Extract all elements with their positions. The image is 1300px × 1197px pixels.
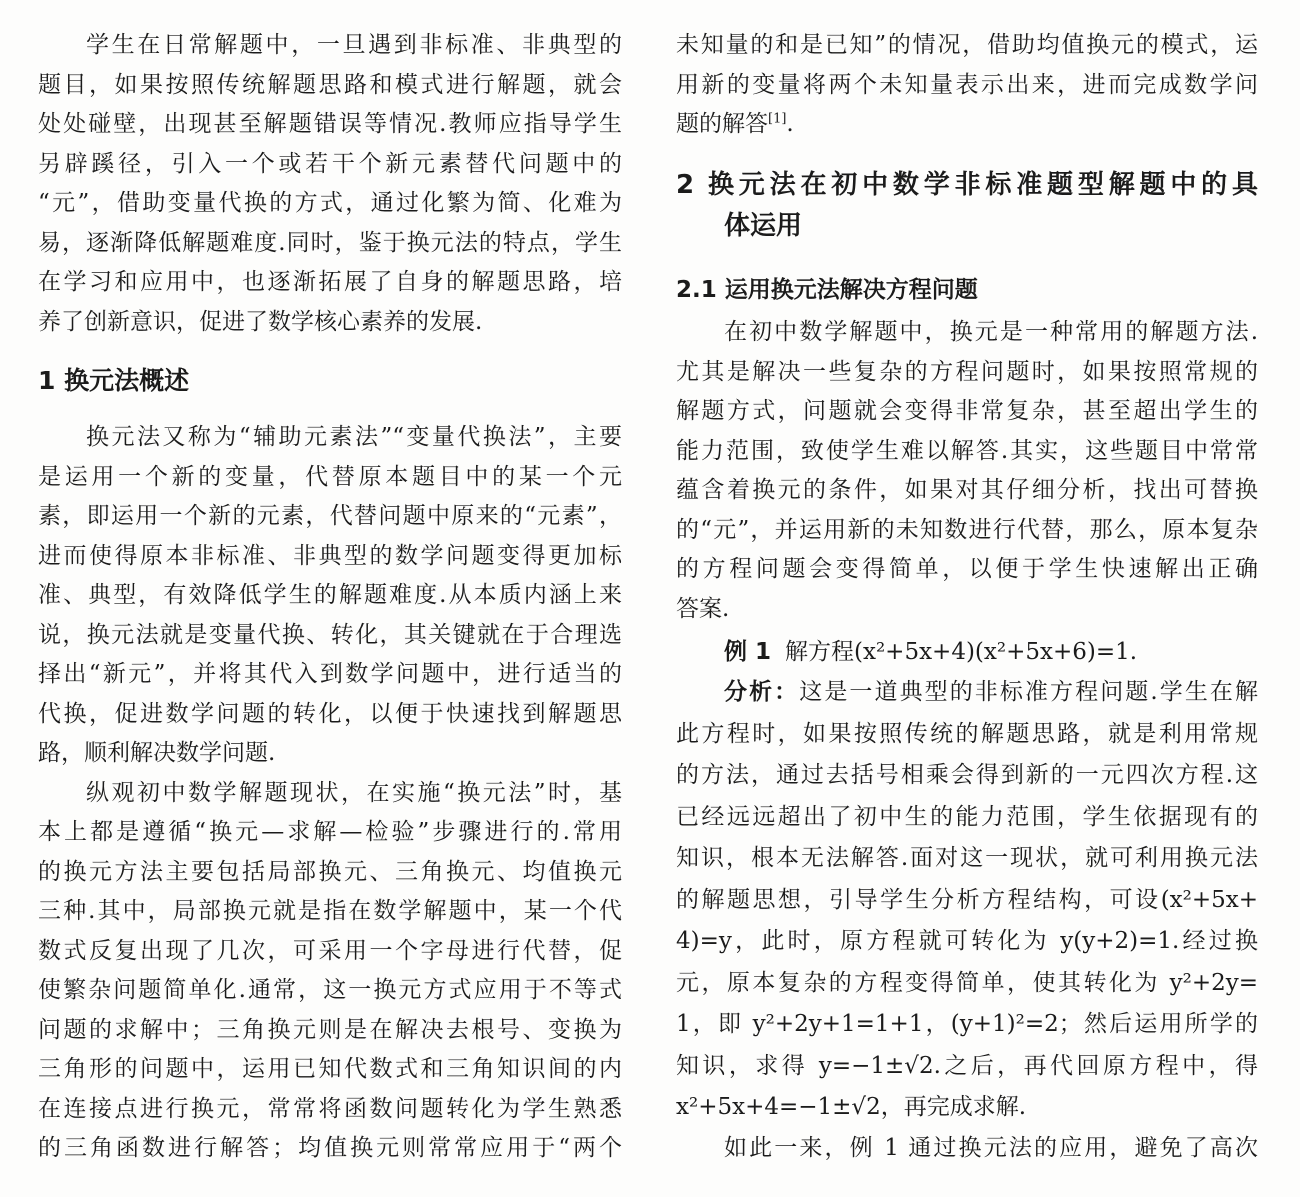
line-text: 数式反复出现了几次，可采用一个字母进行代替，促	[38, 937, 622, 964]
text-line	[676, 1129, 1258, 1169]
text-line	[676, 1004, 1258, 1046]
line-text: 的方法，通过去括号相乘会得到新的一元四次方程.这	[676, 762, 1258, 788]
line-text: 使繁杂问题简单化.通常，这一换元方式应用于不等式	[38, 977, 622, 1003]
line-text: 本上都是遵循“换元—求解—检验”步骤进行的.常用	[38, 819, 622, 845]
text-line	[38, 418, 622, 458]
line-text: 在学习和应用中，也逐渐拓展了自身的解题思路，培	[38, 269, 622, 295]
line-text: 的方程问题会变得简单，以便于学生快速解出正确	[676, 556, 1258, 582]
subsection-heading	[676, 270, 1258, 310]
line-text: 在连接点进行换元，常常将函数问题转化为学生熟悉	[38, 1095, 622, 1122]
line-text: 易，逐渐降低解题难度.同时，鉴于换元法的特点，学生	[38, 229, 622, 256]
text-line	[676, 511, 1258, 551]
text-line	[38, 361, 622, 401]
line-text: 在初中数学解题中，换元是一种常用的解题方法.	[724, 319, 1258, 345]
text-line	[38, 774, 622, 814]
text-line	[676, 714, 1258, 756]
line-text: 解题方式，问题就会变得非常复杂，甚至超出学生的	[676, 398, 1258, 424]
text-line	[676, 313, 1258, 353]
text-line	[38, 734, 622, 774]
text-line	[676, 105, 1258, 145]
section-heading	[38, 361, 622, 401]
line-text: 知识，根本无法解答.面对这一现状，就可利用换元法	[676, 845, 1258, 871]
line-text: 三种.其中，局部换元就是指在数学解题中，某一个代	[38, 898, 622, 924]
text-line	[38, 497, 622, 537]
text-line	[676, 165, 1258, 206]
example-label: 例 1	[724, 639, 772, 665]
text-line	[676, 206, 1258, 247]
text-line	[676, 632, 1258, 672]
analysis	[676, 672, 1258, 1129]
text-line	[676, 353, 1258, 393]
left-column	[38, 26, 622, 1169]
line-text: 尤其是解决一些复杂的方程问题时，如果按照常规的	[676, 358, 1258, 385]
text-line	[38, 932, 622, 972]
line-text: 题目，如果按照传统解题思路和模式进行解题，就会	[38, 71, 622, 98]
text-line	[38, 576, 622, 616]
section-heading	[676, 165, 1258, 247]
line-text: 蕴含着换元的条件，如果对其仔细分析，找出可替换	[676, 477, 1258, 503]
line-text: 未知量的和是已知”的情况，借助均值换元的模式，运	[676, 32, 1258, 58]
line-text: 问题的求解中；三角换元则是在解决去根号、变换为	[38, 1016, 622, 1043]
line-text: 此方程时，如果按照传统的解题思路，就是利用常规	[676, 720, 1258, 747]
line-text-tail: .	[786, 111, 794, 137]
text-line	[676, 1046, 1258, 1088]
text-line	[38, 184, 622, 224]
text-line	[38, 263, 622, 303]
line-text: 知识，求得 y=−1±√2.之后，再代回原方程中，得	[676, 1052, 1258, 1079]
text-line	[676, 392, 1258, 432]
line-text: “元”，借助变量代换的方式，通过化繁为简、化难为	[38, 190, 622, 216]
line-text: 用新的变量将两个未知量表示出来，进而完成数学问	[676, 71, 1258, 98]
line-text: 1 换元法概述	[38, 366, 190, 395]
text-line	[38, 655, 622, 695]
line-text: 择出“新元”，并将其代入到数学问题中，进行适当的	[38, 661, 622, 687]
line-text: 如此一来，例 1 通过换元法的应用，避免了高次	[724, 1134, 1258, 1161]
text-line	[38, 537, 622, 577]
line-text: 题的解答	[676, 111, 768, 137]
paragraph	[38, 26, 622, 342]
text-line	[38, 66, 622, 106]
text-line	[676, 471, 1258, 511]
text-line	[676, 963, 1258, 1005]
paragraph	[676, 1129, 1258, 1169]
line-text: 4)=y，此时，原方程就可转化为 y(y+2)=1.经过换	[676, 928, 1258, 954]
line-text: 另辟蹊径，引入一个或若干个新元素替代问题中的	[38, 150, 622, 177]
line-text: 2.1 运用换元法解决方程问题	[676, 277, 978, 303]
text-line	[676, 26, 1258, 66]
right-column	[676, 26, 1258, 1168]
text-line	[38, 1090, 622, 1130]
line-text: 准、典型，有效降低学生的解题难度.从本质内涵上来	[38, 582, 622, 608]
line-text: 的“元”，并运用新的未知数进行代替，那么，原本复杂	[676, 516, 1258, 543]
text-line	[38, 303, 622, 343]
text-line	[676, 590, 1258, 630]
text-line	[676, 755, 1258, 797]
line-text: 的三角函数进行解答；均值换元则常常应用于“两个	[38, 1135, 622, 1161]
line-text: 1，即 y²+2y+1=1+1，(y+1)²=2；然后运用所学的	[676, 1011, 1258, 1037]
line-text: 纵观初中数学解题现状，在实施“换元法”时，基	[86, 779, 622, 806]
line-text: 的换元方法主要包括局部换元、三角换元、均值换元	[38, 858, 622, 885]
text-line	[676, 66, 1258, 106]
text-line	[676, 672, 1258, 714]
line-text: 体运用	[724, 210, 803, 241]
text-line	[38, 1011, 622, 1051]
line-text: 元，原本复杂的方程变得简单，使其转化为 y²+2y=	[676, 969, 1258, 996]
text-line	[38, 971, 622, 1011]
analysis-label: 分析：	[724, 679, 800, 705]
line-text: 路，顺利解决数学问题.	[38, 740, 276, 766]
paragraph	[676, 26, 1258, 145]
line-text: 是运用一个新的变量，代替原本题目中的某一个元	[38, 463, 622, 490]
citation-reference[interactable]: [1]	[768, 111, 787, 127]
line-text: 素，即运用一个新的元素，代替问题中原来的“元素”，	[38, 503, 622, 529]
example	[676, 632, 1258, 672]
line-text: 这是一道典型的非标准方程问题.学生在解	[799, 679, 1259, 705]
text-line	[38, 616, 622, 656]
text-line	[676, 880, 1258, 922]
line-text: 的解题思想，引导学生分析方程结构，可设(x²+5x+	[676, 886, 1258, 913]
text-line	[676, 838, 1258, 880]
paragraph	[38, 418, 622, 774]
line-text: 处处碰壁，出现甚至解题错误等情况.教师应指导学生	[38, 111, 622, 137]
text-line	[38, 853, 622, 893]
line-text: 已经远远超出了初中生的能力范围，学生依据现有的	[676, 803, 1258, 830]
line-text: 能力范围，致使学生难以解答.其实，这些题目中常常	[676, 437, 1258, 464]
line-text: 进而使得原本非标准、非典型的数学问题变得更加标	[38, 542, 622, 569]
line-text: 解方程(x²+5x+4)(x²+5x+6)=1.	[785, 639, 1138, 665]
line-text: 2 换元法在初中数学非标准题型解题中的具	[676, 169, 1258, 200]
text-line	[676, 797, 1258, 839]
text-line	[38, 224, 622, 264]
paragraph	[676, 313, 1258, 629]
text-line	[38, 892, 622, 932]
text-line	[676, 432, 1258, 472]
line-text: 答案.	[676, 595, 730, 622]
line-text: x²+5x+4=−1±√2，再完成求解.	[676, 1094, 1027, 1120]
text-line	[38, 145, 622, 185]
text-line	[38, 1129, 622, 1169]
line-text: 学生在日常解题中，一旦遇到非标准、非典型的	[86, 32, 622, 58]
line-text: 说，换元法就是变量代换、转化，其关键就在于合理选	[38, 621, 622, 648]
text-line	[676, 270, 1258, 310]
text-line	[676, 1087, 1258, 1129]
text-line	[38, 695, 622, 735]
text-line	[38, 813, 622, 853]
text-line	[676, 550, 1258, 590]
text-line	[38, 105, 622, 145]
line-text: 三角形的问题中，运用已知代数式和三角知识间的内	[38, 1056, 622, 1082]
text-line	[38, 458, 622, 498]
text-line	[676, 921, 1258, 963]
text-line	[38, 1050, 622, 1090]
line-text: 养了创新意识，促进了数学核心素养的发展.	[38, 308, 483, 335]
line-text: 换元法又称为“辅助元素法”“变量代换法”，主要	[86, 424, 622, 450]
line-text: 代换，促进数学问题的转化，以便于快速找到解题思	[38, 700, 622, 727]
text-line	[38, 26, 622, 66]
paragraph	[38, 774, 622, 1169]
